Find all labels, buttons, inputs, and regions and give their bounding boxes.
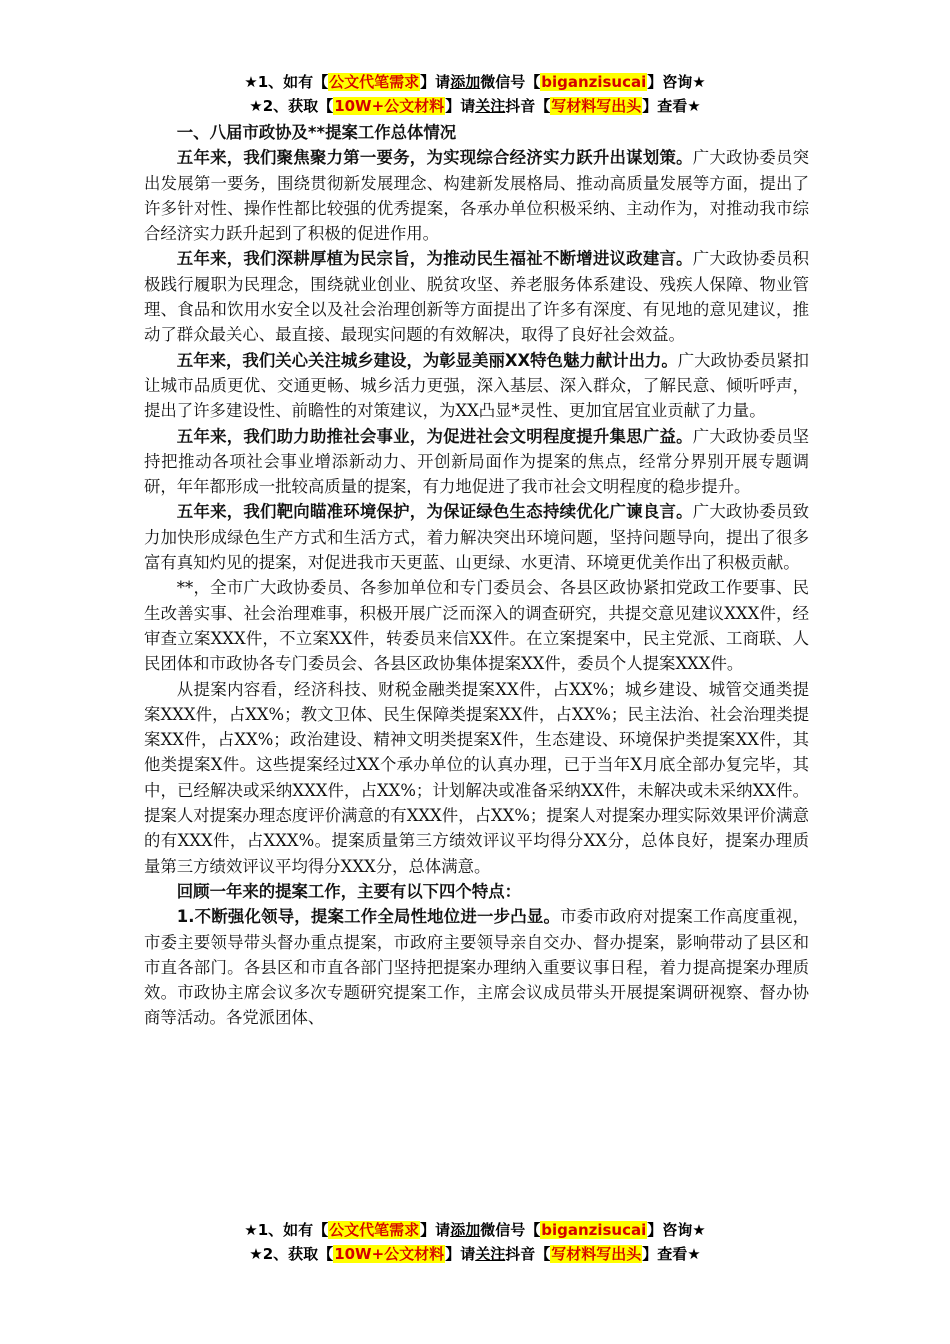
highlight-wechat-id: biganzisucai (541, 73, 647, 91)
paragraph-lead: 五年来，我们助力助推社会事业，为促进社会文明程度提升集思广益。 (176, 426, 693, 446)
highlight-materials: 10W+公文材料 (334, 97, 445, 115)
paragraph-lead: 五年来，我们靶向瞄准环境保护，为保证绿色生态持续优化广谏良言。 (176, 502, 693, 522)
banner-text: 】请 (445, 1245, 476, 1263)
paragraph-text: 广大政协委员突出发展第一要务，围绕贯彻新发展理念、构建新发展格局、推动高质量发展等方面，提出了许多针对性、操作性都比较强的优秀提案，各承办单位积极采纳、主动作为，对推动我市综合经济实力跃升起到了积极的促进作用。 (144, 148, 810, 244)
paragraph (144, 348, 809, 424)
banner-line-1 (0, 1218, 950, 1242)
paragraph-text: **，全市广大政协委员、各参加单位和专门委员会、各县区政协紧扣党政工作要事、民生改善实事、社会治理难事，积极开展广泛而深入的调查研究，共提交意见建议XXX件，经审查立案XXX件，不立案XX件，转委员来信XX件。在立案提案中，民主党派、工商联、人民团体和市政协各专门委员会、各县区政协集体提案XX件，委员个人提案XXX件。 (144, 578, 809, 674)
paragraph-text: 从提案内容看，经济科技、财税金融类提案XX件，占XX%；城乡建设、城管交通类提案XXX件，占XX%；教文卫体、民生保障类提案XX件，占XX%；民主法治、社会治理类提案XX件，占XX%；政治建设、精神文明类提案X件，生态建设、环境保护类提案XX件，其他类提案X件。这些提案经过XX个承办单位的认真办理，已于当年X月底全部办复完毕，其中，已经解决或采纳XXX件，占XX%；计划解决或准备采纳XX件，未解决或未采纳XX件。提案人对提案办理态度评价满意的有XXX件，占XX%；提案人对提案办理实际效果评价满意的有XXX件，占XXX%。提案质量第三方绩效评议平均得分XX分，总体良好，提案办理质量第三方绩效评议平均得分XXX分，总体满意。 (144, 679, 809, 876)
document-body (144, 120, 809, 1031)
banner-text: ★2、获取【 (249, 1245, 334, 1263)
paragraph (144, 145, 809, 246)
paragraph (144, 424, 809, 500)
banner-text: ★1、如有【 (244, 73, 329, 91)
paragraph (144, 246, 809, 347)
banner-text: 微信号【 (480, 73, 541, 91)
top-banner (0, 70, 950, 118)
banner-underlined: 添加 (450, 73, 481, 91)
paragraph (144, 879, 809, 904)
paragraph-text: 广大政协委员坚持把推动各项社会事业增添新动力、开创新局面作为提案的焦点，经常分界别开展专题调研，年年都形成一批较高质量的提案，有力地促进了我市社会文明程度的稳步提升。 (144, 426, 810, 497)
banner-text: ★2、获取【 (249, 97, 334, 115)
paragraph-text: 广大政协委员积极践行履职为民理念，围绕就业创业、脱贫攻坚、养老服务体系建设、残疾人保障、物业管理、食品和饮用水安全以及社会治理创新等方面提出了许多有深度、有见地的意见建议，推动了群众最关心、最直接、最现实问题的有效解决，取得了良好社会效益。 (144, 249, 810, 345)
paragraph (144, 677, 809, 879)
highlight-ghostwriting: 公文代笔需求 (329, 1221, 420, 1239)
paragraph-lead: 1.不断强化领导，提案工作全局性地位进一步凸显。 (176, 907, 561, 927)
paragraph (144, 499, 809, 575)
highlight-douyin-account: 写材料写出头 (551, 1245, 642, 1263)
paragraph-lead: 五年来，我们深耕厚植为民宗旨，为推动民生福祉不断增进议政建言。 (176, 249, 693, 269)
banner-text: 】请 (445, 97, 476, 115)
paragraph-lead: 五年来，我们关心关注城乡建设，为彰显美丽XX特色魅力献计出力。 (176, 350, 678, 370)
paragraph-lead: 五年来，我们聚焦聚力第一要务，为实现综合经济实力跃升出谋划策。 (176, 148, 693, 168)
paragraph-text: 广大政协委员致力加快形成绿色生产方式和生活方式，着力解决突出环境问题，坚持问题导向，提出了很多富有真知灼见的提案，对促进我市天更蓝、山更绿、水更清、环境更优美作出了积极贡献。 (144, 502, 810, 573)
banner-text: 抖音【 (505, 1245, 551, 1263)
banner-text: 】咨询★ (647, 1221, 706, 1239)
banner-underlined: 关注 (475, 97, 506, 115)
paragraph-lead: 回顾一年来的提案工作，主要有以下四个特点： (176, 881, 521, 901)
banner-text: 微信号【 (480, 1221, 541, 1239)
banner-text: 】咨询★ (647, 73, 706, 91)
banner-underlined: 关注 (475, 1245, 506, 1263)
paragraph (144, 575, 809, 676)
banner-line-1 (0, 70, 950, 94)
highlight-wechat-id: biganzisucai (541, 1221, 647, 1239)
banner-underlined: 添加 (450, 1221, 481, 1239)
highlight-douyin-account: 写材料写出头 (551, 97, 642, 115)
highlight-materials: 10W+公文材料 (334, 1245, 445, 1263)
banner-text: 】请 (420, 73, 451, 91)
banner-line-2 (0, 1242, 950, 1266)
banner-text: 】查看★ (642, 97, 701, 115)
banner-text: ★1、如有【 (244, 1221, 329, 1239)
banner-line-2 (0, 94, 950, 118)
paragraph-text: 广大政协委员紧扣让城市品质更优、交通更畅、城乡活力更强，深入基层、深入群众，了解民意、倾听呼声，提出了许多建设性、前瞻性的对策建议，为XX凸显*灵性、更加宜居宜业贡献了力量。 (144, 350, 809, 421)
section-title: 一、八届市政协及**提案工作总体情况 (176, 123, 457, 142)
bottom-banner (0, 1218, 950, 1266)
paragraph-text: 市委市政府对提案工作高度重视，市委主要领导带头督办重点提案，市政府主要领导亲自交办、督办提案，影响带动了县区和市直各部门。各县区和市直各部门坚持把提案办理纳入重要议事日程，着力提高提案办理质效。市政协主席会议多次专题研究提案工作，主席会议成员带头开展提案调研视察、督办协商等活动。各党派团体、 (144, 907, 809, 1028)
paragraph (144, 904, 809, 1030)
highlight-ghostwriting: 公文代笔需求 (329, 73, 420, 91)
banner-text: 抖音【 (505, 97, 551, 115)
banner-text: 】请 (420, 1221, 451, 1239)
banner-text: 】查看★ (642, 1245, 701, 1263)
